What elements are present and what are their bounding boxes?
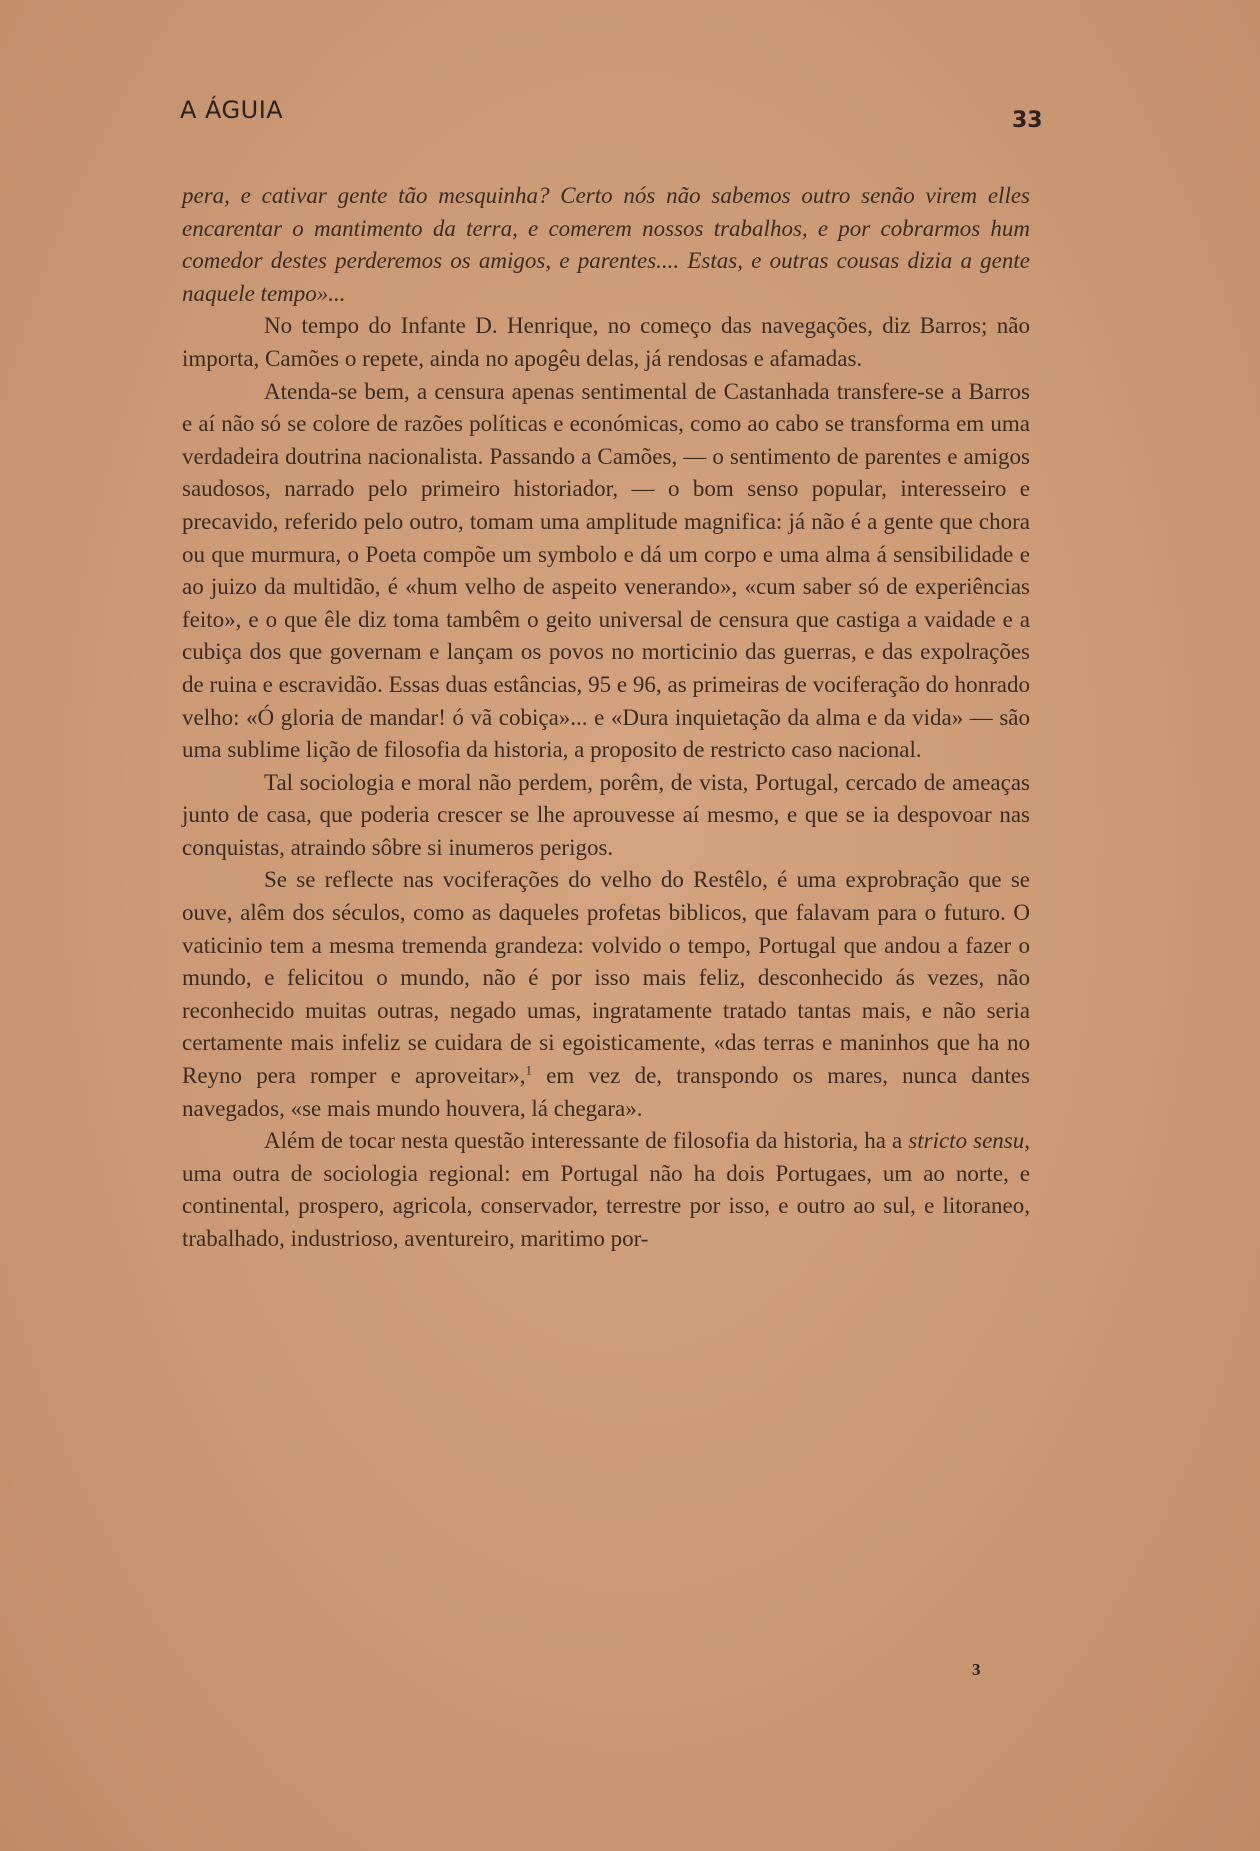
page-number: 33: [1012, 108, 1043, 133]
paragraph-3: Atenda-se bem, a censura apenas sentimental de Castanhada transfere-se a Barros e aí não só se colore de razões políticas e económicas, como ao cabo se transforma em uma verdadeira doutrina nacionalista. Passando a Camões, — o sentimento de parentes e amigos saudosos, narrado pelo primeiro historiador, — o bom senso popular, interesseiro e precavido, referido pelo outro, tomam uma amplitude magnifica: já não é a gente que chora ou que murmura, o Poeta compõe um symbolo e dá um corpo e uma alma á sensibilidade e ao juizo da multidão, é «hum velho de aspeito venerando», «cum saber só de experiências feito», e o que êle diz toma tambêm o geito universal de censura que castiga a vaidade e a cubiça dos que governam e lançam os povos no morticinio das guerras, e das expolrações de ruina e escravidão. Essas duas estâncias, 95 e 96, as primeiras de vociferação do honrado velho: «Ó gloria de mandar! ó vã cobiça»... e «Dura inquietação da alma e da vida» — são uma sublime lição de filosofia da historia, a proposito de restricto caso nacional.: [182, 378, 1030, 763]
paragraph-4: Tal sociologia e moral não perdem, porêm, de vista, Portugal, cercado de ameaças junto de casa, que poderia crescer se lhe aprouvesse aí mesmo, e que se ia despovoar nas conquistas, atraindo sôbre si inumeros perigos.: [182, 769, 1030, 860]
footnote-mark: 1: [525, 1062, 532, 1078]
paragraph-5-text-end: em vez de, transpondo os mares, nunca dantes navegados, «se mais mundo houvera, lá chegara».: [182, 1063, 1030, 1121]
latin-term: stricto sensu: [908, 1128, 1025, 1154]
paragraph-6: [182, 1125, 1030, 1255]
paragraph-5: [182, 864, 1030, 1125]
running-title: A ÁGUIA: [180, 96, 284, 124]
paragraph-2: No tempo do Infante D. Henrique, no começo das navegações, diz Barros; não importa, Camões o repete, ainda no apogêu delas, já rendosas e afamadas.: [182, 313, 1030, 371]
paragraph-6-start: Além de tocar nesta questão interessante de filosofia da historia, ha a: [264, 1128, 909, 1154]
signature-mark: 3: [972, 1660, 981, 1679]
paragraph-6-end: , uma outra de sociologia regional: em Portugal não ha dois Portugaes, um ao norte, e continental, prospero, agricola, conservador, terrestre por isso, e outro ao sul, e litoraneo, trabalhado, industrioso, aventureiro, maritimo por-: [182, 1128, 1030, 1251]
body-text: [182, 180, 1030, 1256]
paragraph-1: [182, 180, 1030, 310]
quoted-text: pera, e cativar gente tão mesquinha? Certo nós não sabemos outro senão virem elles encarentar o mantimento da terra, e comerem nossos trabalhos, e por cobrarmos hum comedor destes perderemos os amigos, e parentes.... Estas, e outras cousas dizia a gente naquele tempo»...: [182, 183, 1030, 306]
paragraph-5-text: Se se reflecte nas vociferações do velho do Restêlo, é uma exprobração que se ouve, alêm dos séculos, como as daqueles profetas biblicos, que falavam para o futuro. O vaticinio tem a mesma tremenda grandeza: volvido o tempo, Portugal que andou a fazer o mundo, e felicitou o mundo, não é por isso mais feliz, desconhecido ás vezes, não reconhecido muitas outras, negado umas, ingratamente tratado tantas mais, e não seria certamente mais infeliz se cuidara de si egoisticamente, «das terras e maninhos que ha no Reyno pera romper e aproveitar»,: [182, 867, 1030, 1089]
